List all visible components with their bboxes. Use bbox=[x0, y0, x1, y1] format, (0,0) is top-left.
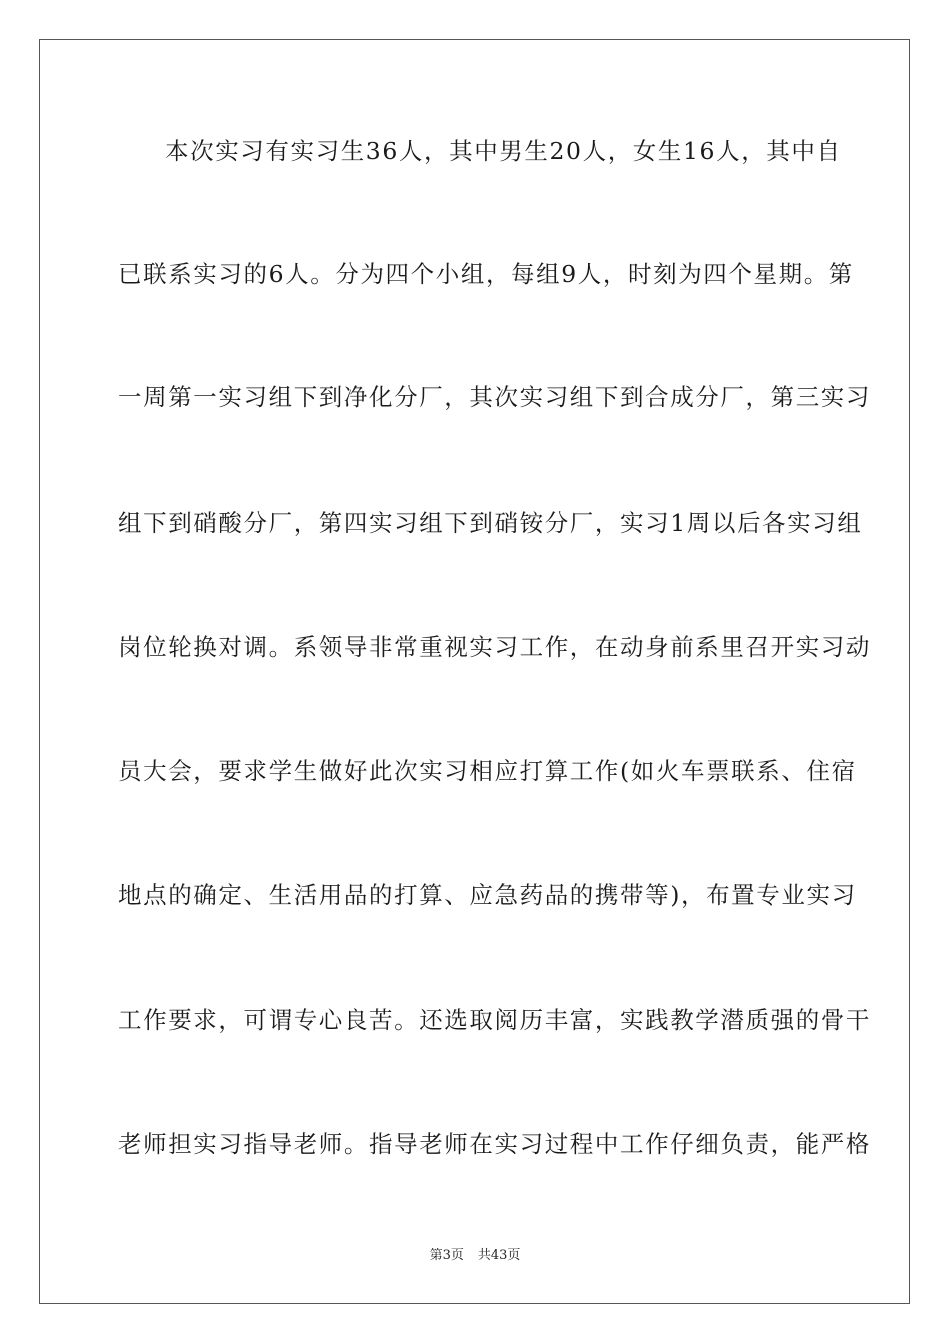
paragraph-line: 地点的确定、生活用品的打算、应急药品的携带等)，布置专业实习 bbox=[118, 881, 857, 909]
paragraph-line: 老师担实习指导老师。指导老师在实习过程中工作仔细负责，能严格 bbox=[118, 1130, 871, 1158]
paragraph-line: 本次实习有实习生36人，其中男生20人，女生16人，其中自 bbox=[165, 137, 842, 165]
paragraph-line: 员大会，要求学生做好此次实习相应打算工作(如火车票联系、住宿 bbox=[118, 757, 857, 785]
paragraph-line: 岗位轮换对调。系领导非常重视实习工作，在动身前系里召开实习动 bbox=[118, 633, 871, 661]
paragraph-line: 已联系实习的6人。分为四个小组，每组9人，时刻为四个星期。第 bbox=[118, 260, 854, 288]
paragraph-line: 一周第一实习组下到净化分厂，其次实习组下到合成分厂，第三实习 bbox=[118, 383, 871, 411]
paragraph-line: 工作要求，可谓专心良苦。还选取阅历丰富，实践教学潜质强的骨干 bbox=[118, 1006, 871, 1034]
paragraph-line: 组下到硝酸分厂，第四实习组下到硝铵分厂，实习1周以后各实习组 bbox=[118, 509, 863, 537]
page-border bbox=[39, 39, 910, 1304]
page-number: 第3页 bbox=[429, 1248, 464, 1263]
page-footer bbox=[0, 1247, 950, 1265]
page-total: 共43页 bbox=[477, 1248, 521, 1263]
